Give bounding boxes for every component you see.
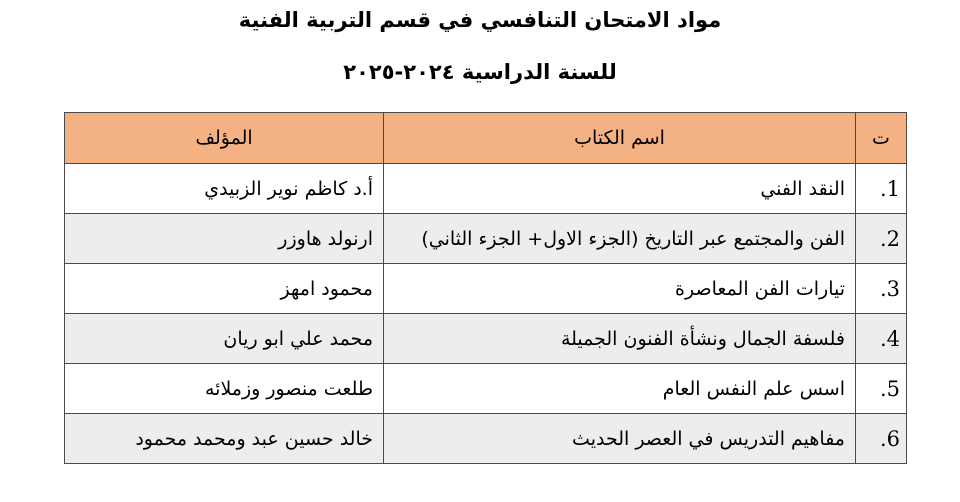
book-title-cell: مفاهيم التدريس في العصر الحديث [384,414,856,464]
table-row [65,314,907,364]
row-number-cell: 1 . [856,164,907,214]
book-title-cell: النقد الفني [384,164,856,214]
author-cell: طلعت منصور وزملائه [65,364,384,414]
table-row [65,214,907,264]
column-header-number: ت [856,113,907,164]
row-number: 4 [886,326,900,351]
row-number-cell: 6 . [856,414,907,464]
row-number: 2 [886,226,900,251]
document-title: مواد الامتحان التنافسي في قسم التربية الفنية [238,8,722,32]
row-number-cell: 5 . [856,364,907,414]
author-cell: محمد علي ابو ريان [65,314,384,364]
book-title-cell: اسس علم النفس العام [384,364,856,414]
author-cell: ارنولد هاوزر [65,214,384,264]
table-row [65,364,907,414]
document-subtitle: للسنة الدراسية ٢٠٢٤-٢٠٢٥ [343,60,617,84]
book-title-cell: تيارات الفن المعاصرة [384,264,856,314]
table-row [65,264,907,314]
author-cell: محمود امهز [65,264,384,314]
table-row [65,414,907,464]
book-title-cell: فلسفة الجمال ونشأة الفنون الجميلة [384,314,856,364]
row-number-cell: 3 . [856,264,907,314]
row-number: 3 [886,276,900,301]
row-number-cell: 2 . [856,214,907,264]
book-title-cell: الفن والمجتمع عبر التاريخ (الجزء الاول+ الجزء الثاني) [384,214,856,264]
column-header-author: المؤلف [65,113,384,164]
row-number: 6 [886,426,900,451]
row-number: 5 [886,376,900,401]
author-cell: أ.د كاظم نوير الزبيدي [65,164,384,214]
row-number-cell: 4 . [856,314,907,364]
books-table [64,112,907,464]
table-row [65,164,907,214]
author-cell: خالد حسين عبد ومحمد محمود [65,414,384,464]
column-header-book: اسم الكتاب [384,113,856,164]
row-number: 1 [886,176,900,201]
table-header-row [65,113,907,164]
